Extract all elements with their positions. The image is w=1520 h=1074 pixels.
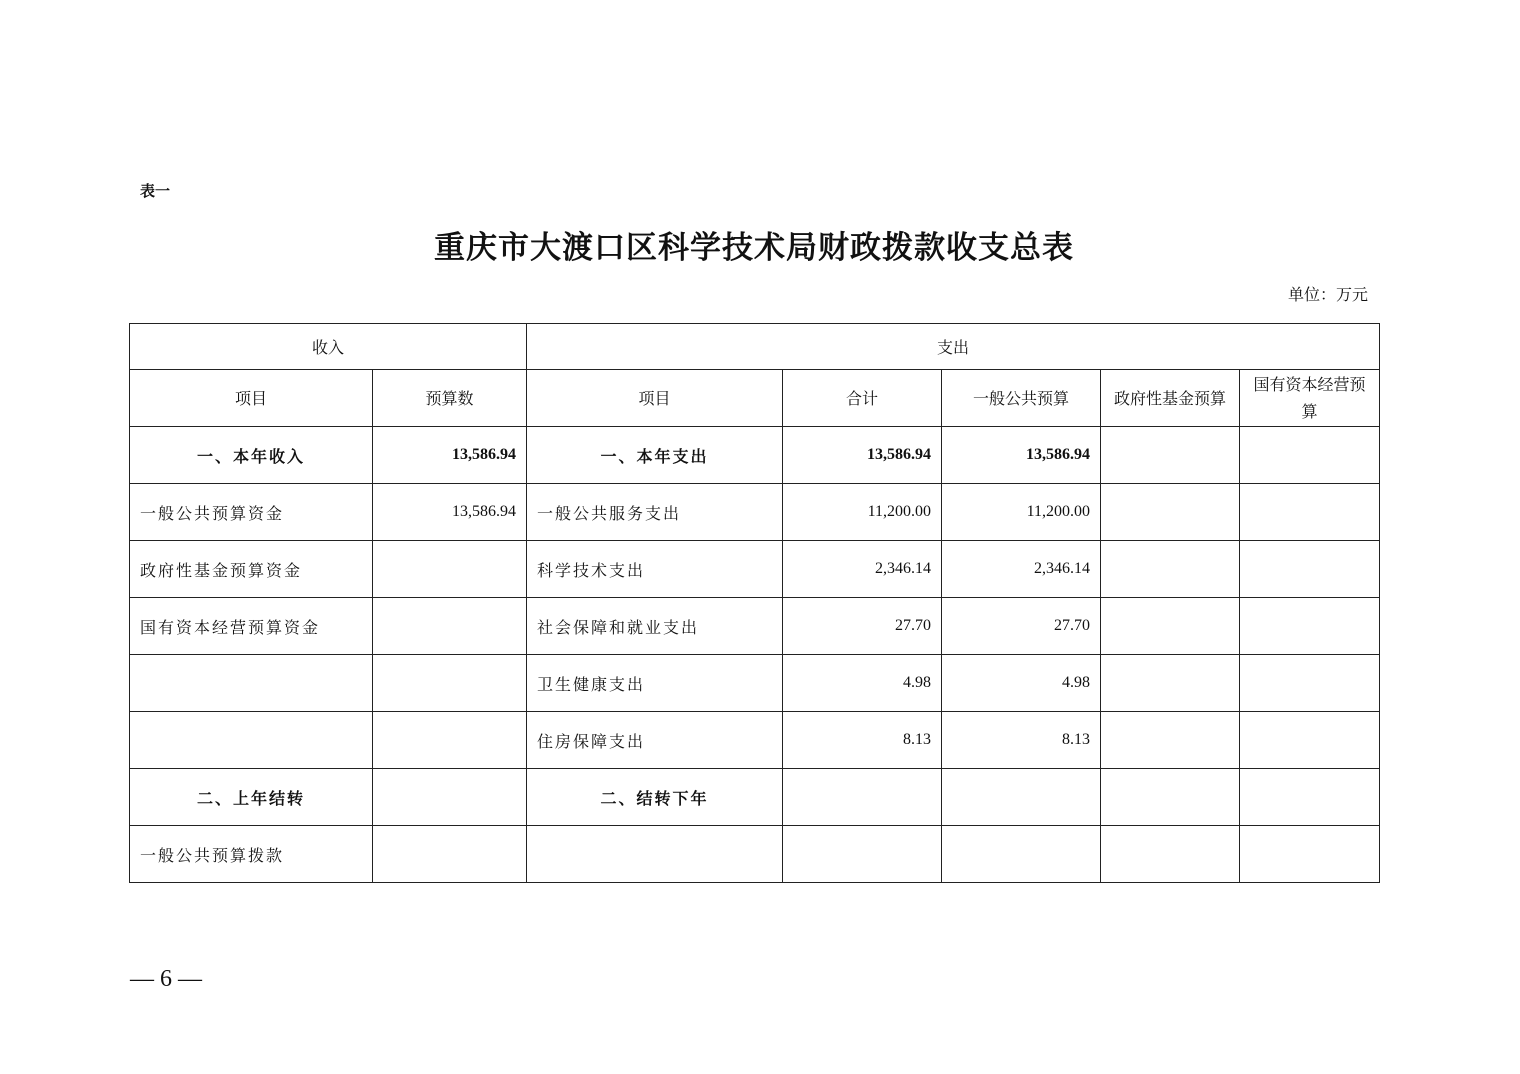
state-capital-cell	[1240, 541, 1380, 598]
col-state-capital: 国有资本经营预算	[1240, 370, 1380, 427]
state-capital-cell	[1240, 484, 1380, 541]
table-row	[130, 655, 1380, 712]
budget-summary-table	[129, 323, 1380, 883]
table-row	[130, 541, 1380, 598]
income-budget-cell	[373, 769, 527, 826]
page-title: 重庆市大渡口区科学技术局财政拨款收支总表	[434, 230, 1074, 266]
income-item-cell: 二、上年结转	[130, 769, 373, 826]
table-row	[130, 598, 1380, 655]
expense-item-cell: 社会保障和就业支出	[527, 598, 783, 655]
expense-item-cell: 住房保障支出	[527, 712, 783, 769]
total-cell	[783, 826, 942, 883]
gov-fund-cell	[1101, 427, 1240, 484]
income-item-cell: 国有资本经营预算资金	[130, 598, 373, 655]
gov-fund-cell	[1101, 769, 1240, 826]
table-row	[130, 484, 1380, 541]
general-public-cell	[942, 769, 1101, 826]
table-header-row	[130, 324, 1380, 370]
expense-item-cell: 科学技术支出	[527, 541, 783, 598]
state-capital-cell	[1240, 826, 1380, 883]
total-cell	[783, 769, 942, 826]
income-item-cell	[130, 712, 373, 769]
expense-item-cell: 一般公共服务支出	[527, 484, 783, 541]
gov-fund-cell	[1101, 484, 1240, 541]
expense-item-cell	[527, 826, 783, 883]
col-income-item: 项目	[130, 370, 373, 427]
total-cell: 27.70	[783, 598, 942, 655]
income-budget-cell	[373, 712, 527, 769]
income-budget-cell	[373, 541, 527, 598]
col-income-budget: 预算数	[373, 370, 527, 427]
income-item-cell: 一般公共预算资金	[130, 484, 373, 541]
general-public-cell: 27.70	[942, 598, 1101, 655]
general-public-cell: 4.98	[942, 655, 1101, 712]
table-row	[130, 769, 1380, 826]
state-capital-cell	[1240, 598, 1380, 655]
gov-fund-cell	[1101, 712, 1240, 769]
income-item-cell: 一、本年收入	[130, 427, 373, 484]
unit-label: 单位：万元	[1287, 285, 1368, 304]
col-general-public: 一般公共预算	[942, 370, 1101, 427]
total-cell: 8.13	[783, 712, 942, 769]
column-header-row	[130, 370, 1380, 427]
gov-fund-cell	[1101, 541, 1240, 598]
gov-fund-cell	[1101, 598, 1240, 655]
table-row	[130, 826, 1380, 883]
general-public-cell: 8.13	[942, 712, 1101, 769]
income-budget-cell	[373, 598, 527, 655]
expense-header: 支出	[527, 324, 1380, 370]
general-public-cell: 11,200.00	[942, 484, 1101, 541]
table-row	[130, 712, 1380, 769]
table-row	[130, 427, 1380, 484]
state-capital-cell	[1240, 655, 1380, 712]
page-number: — 6 —	[130, 966, 202, 992]
income-item-cell: 政府性基金预算资金	[130, 541, 373, 598]
gov-fund-cell	[1101, 826, 1240, 883]
general-public-cell	[942, 826, 1101, 883]
table-label: 表一	[140, 182, 171, 200]
income-budget-cell	[373, 826, 527, 883]
col-gov-fund: 政府性基金预算	[1101, 370, 1240, 427]
expense-item-cell: 一、本年支出	[527, 427, 783, 484]
col-expense-item: 项目	[527, 370, 783, 427]
state-capital-cell	[1240, 427, 1380, 484]
gov-fund-cell	[1101, 655, 1240, 712]
income-budget-cell	[373, 655, 527, 712]
income-header: 收入	[130, 324, 527, 370]
total-cell: 2,346.14	[783, 541, 942, 598]
state-capital-cell	[1240, 712, 1380, 769]
income-item-cell	[130, 655, 373, 712]
total-cell: 11,200.00	[783, 484, 942, 541]
state-capital-cell	[1240, 769, 1380, 826]
income-item-cell: 一般公共预算拨款	[130, 826, 373, 883]
total-cell: 13,586.94	[783, 427, 942, 484]
expense-item-cell: 二、结转下年	[527, 769, 783, 826]
expense-item-cell: 卫生健康支出	[527, 655, 783, 712]
general-public-cell: 2,346.14	[942, 541, 1101, 598]
general-public-cell: 13,586.94	[942, 427, 1101, 484]
income-budget-cell: 13,586.94	[373, 484, 527, 541]
income-budget-cell: 13,586.94	[373, 427, 527, 484]
col-total: 合计	[783, 370, 942, 427]
total-cell: 4.98	[783, 655, 942, 712]
